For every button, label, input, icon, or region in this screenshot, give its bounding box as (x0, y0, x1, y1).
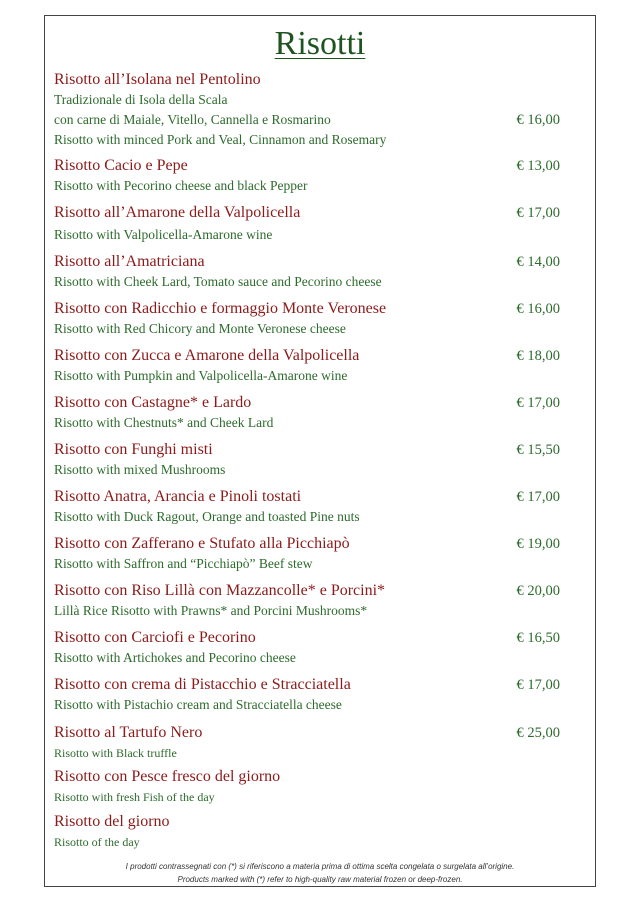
dish-name: Risotto al Tartufo Nero (54, 724, 203, 741)
dish-description: Risotto with Pecorino cheese and black Pepper (54, 178, 308, 193)
dish-name: Risotto con Castagne* e Lardo (54, 394, 252, 411)
dish-description: Risotto with mixed Mushrooms (54, 462, 226, 477)
dish-price: € 13,00 (516, 158, 560, 174)
menu-item (54, 723, 574, 763)
dish-subtitle: Tradizionale di Isola della Scala (54, 92, 228, 107)
dish-name: Risotto con Zucca e Amarone della Valpolicella (54, 347, 360, 364)
menu-page (44, 15, 596, 887)
dish-price: € 17,00 (516, 205, 560, 221)
dish-description: Risotto with Duck Ragout, Orange and toasted Pine nuts (54, 509, 360, 524)
dish-price: € 25,00 (516, 725, 560, 741)
menu-item (54, 70, 574, 150)
dish-price: € 16,00 (516, 301, 560, 317)
footnote-english: Products marked with (*) refer to high-quality raw material frozen or deep-frozen. (177, 875, 463, 884)
dish-name: Risotto Anatra, Arancia e Pinoli tostati (54, 488, 302, 505)
dish-description: Risotto with Chestnuts* and Cheek Lard (54, 415, 274, 430)
dish-name: Risotto con Radicchio e formaggio Monte Veronese (54, 300, 387, 317)
dish-price: € 15,50 (516, 442, 560, 458)
page-title: Risotti (274, 25, 366, 62)
dish-description: Lillà Rice Risotto with Prawns* and Porcini Mushrooms* (54, 603, 368, 618)
menu-item (54, 581, 574, 621)
footnote-italian: I prodotti contrassegnati con (*) si riferiscono a materia prima di ottima scelta congelata o surgelata all’origine. (125, 862, 515, 871)
dish-description: Risotto with Red Chicory and Monte Veronese cheese (54, 321, 346, 336)
menu-item (54, 534, 574, 574)
dish-name: Risotto all’Isolana nel Pentolino (54, 71, 261, 88)
dish-name: Risotto con Carciofi e Pecorino (54, 629, 256, 646)
menu-item (54, 675, 574, 715)
menu-item (54, 299, 574, 339)
menu-item (54, 628, 574, 668)
dish-price: € 18,00 (516, 348, 560, 364)
dish-subtitle: con carne di Maiale, Vitello, Cannella e Rosmarino (54, 112, 331, 127)
dish-description: Risotto of the day (54, 835, 140, 849)
dish-price: € 17,00 (516, 489, 560, 505)
dish-name: Risotto con Riso Lillà con Mazzancolle* e Porcini* (54, 582, 386, 599)
dish-description: Risotto with Black truffle (54, 746, 177, 760)
menu-item (54, 156, 574, 196)
dish-price: € 14,00 (516, 254, 560, 270)
menu-item (54, 812, 574, 852)
dish-name: Risotto con Funghi misti (54, 441, 213, 458)
dish-name: Risotto all’Amarone della Valpolicella (54, 204, 301, 221)
dish-name: Risotto con crema di Pistacchio e Stracciatella (54, 676, 351, 693)
dish-price: € 17,00 (516, 395, 560, 411)
dish-description: Risotto with Pumpkin and Valpolicella-Amarone wine (54, 368, 348, 383)
dish-price: € 16,00 (516, 112, 560, 128)
dish-description: Risotto with Cheek Lard, Tomato sauce and Pecorino cheese (54, 274, 382, 289)
dish-name: Risotto con Pesce fresco del giorno (54, 768, 281, 785)
menu-item (54, 393, 574, 433)
dish-description: Risotto with fresh Fish of the day (54, 790, 215, 804)
dish-price: € 19,00 (516, 536, 560, 552)
dish-name: Risotto all’Amatriciana (54, 253, 205, 270)
dish-price: € 20,00 (516, 583, 560, 599)
menu-item (54, 346, 574, 386)
dish-name: Risotto del giorno (54, 813, 170, 830)
menu-item (54, 252, 574, 292)
dish-description: Risotto with Artichokes and Pecorino cheese (54, 650, 296, 665)
dish-price: € 17,00 (516, 677, 560, 693)
dish-description: Risotto with Valpolicella-Amarone wine (54, 227, 273, 242)
menu-item (54, 203, 574, 245)
menu-item (54, 767, 574, 807)
menu-item (54, 487, 574, 527)
dish-description: Risotto with minced Pork and Veal, Cinnamon and Rosemary (54, 132, 387, 147)
dish-name: Risotto Cacio e Pepe (54, 157, 188, 174)
dish-description: Risotto with Saffron and “Picchiapò” Beef stew (54, 556, 313, 571)
menu-item (54, 440, 574, 480)
dish-description: Risotto with Pistachio cream and Stracciatella cheese (54, 697, 342, 712)
dish-name: Risotto con Zafferano e Stufato alla Picchiapò (54, 535, 350, 552)
dish-price: € 16,50 (516, 630, 560, 646)
